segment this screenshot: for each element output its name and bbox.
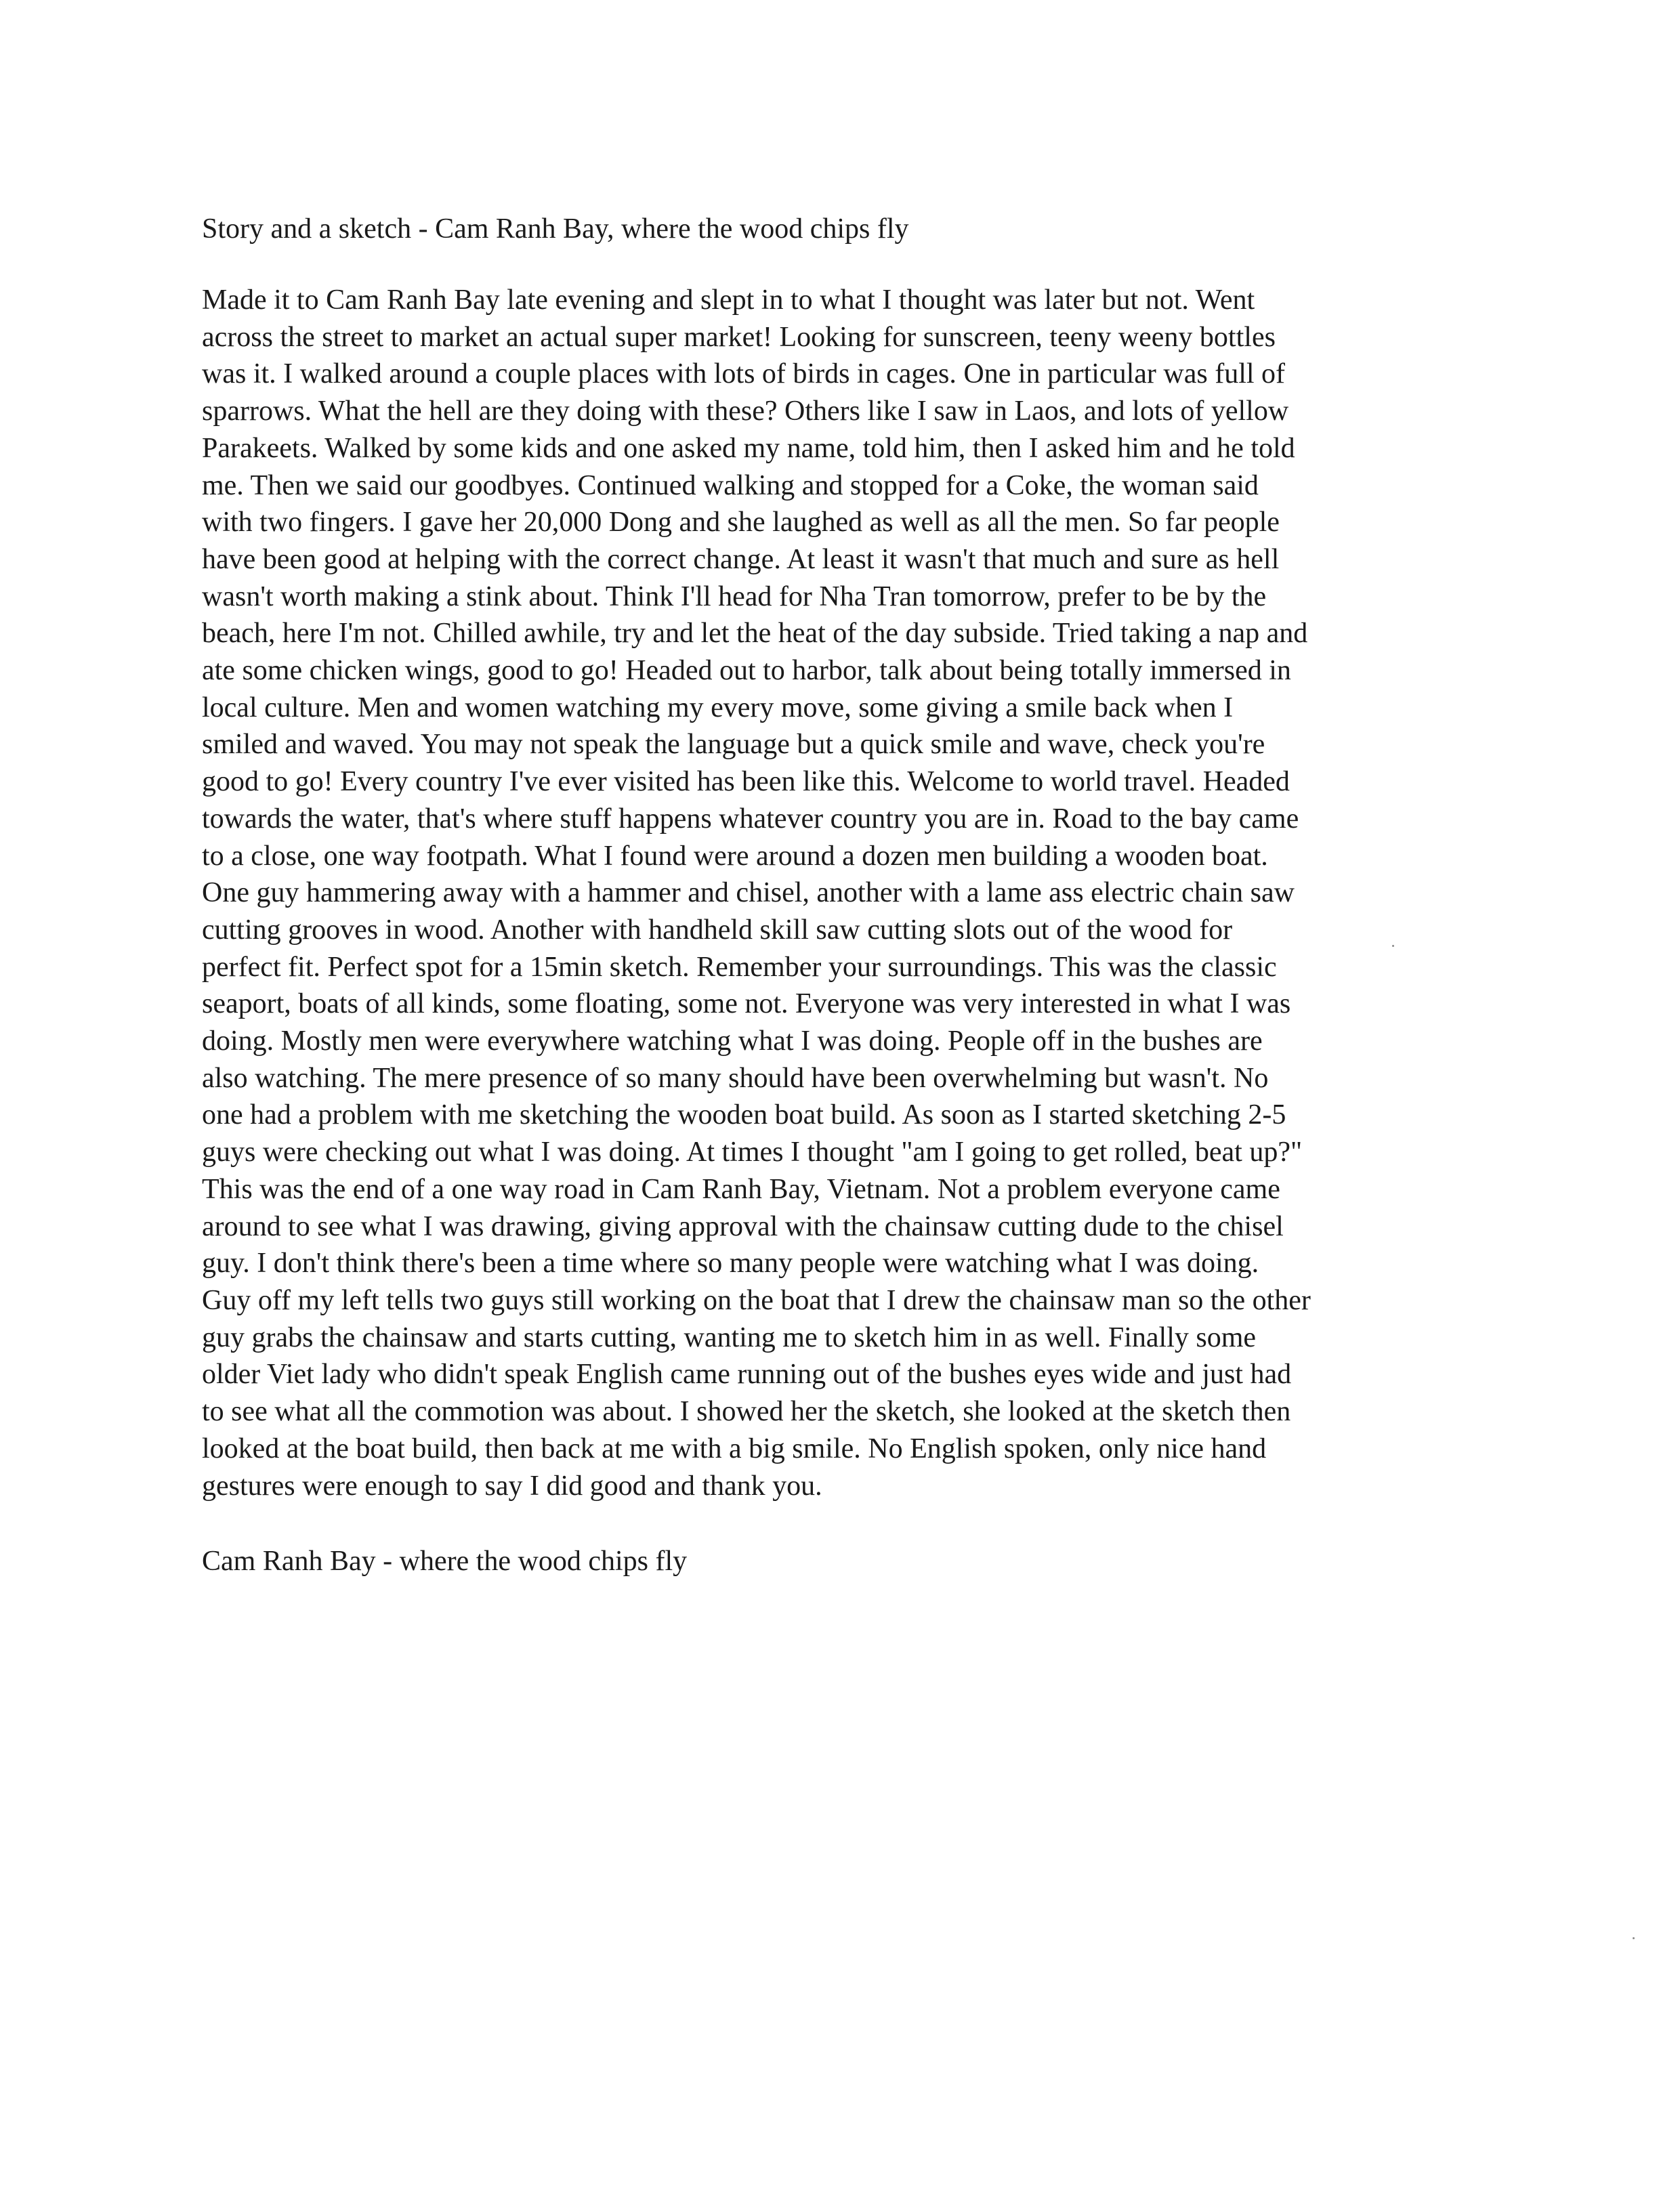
story-line: one had a problem with me sketching the wooden boat build. As soon as I started sketching 2-5 (202, 1099, 1286, 1131)
story-line: was it. I walked around a couple places with lots of birds in cages. One in particular was full of (202, 358, 1286, 390)
closing-line: Cam Ranh Bay - where the wood chips fly (202, 1546, 688, 1578)
story-line: looked at the boat build, then back at me with a big smile. No English spoken, only nice hand (202, 1433, 1267, 1464)
story-line: local culture. Men and women watching my every move, some giving a smile back when I (202, 692, 1234, 723)
story-line: also watching. The mere presence of so many should have been overwhelming but wasn't. No (202, 1062, 1269, 1094)
story-line: to a close, one way footpath. What I found were around a dozen men building a wooden boat. (202, 840, 1268, 872)
story-line: wasn't worth making a stink about. Think I'll head for Nha Tran tomorrow, prefer to be by the (202, 580, 1267, 612)
story-line: guy. I don't think there's been a time where so many people were watching what I was doing. (202, 1248, 1259, 1279)
document-text (202, 210, 1496, 1580)
story-line: doing. Mostly men were everywhere watching what I was doing. People off in the bushes are (202, 1025, 1263, 1057)
story-line: perfect fit. Perfect spot for a 15min sketch. Remember your surroundings. This was the classic (202, 951, 1277, 983)
story-line: beach, here I'm not. Chilled awhile, try and let the heat of the day subside. Tried taking a nap and (202, 618, 1308, 650)
story-line: guys were checking out what I was doing. At times I thought "am I going to get rolled, beat up?" (202, 1137, 1303, 1168)
story-paragraph (202, 282, 1496, 1504)
scan-speck (1392, 945, 1394, 947)
story-line: to see what all the commotion was about. I showed her the sketch, she looked at the sketch then (202, 1396, 1291, 1428)
story-line: across the street to market an actual super market! Looking for sunscreen, teeny weeny bottles (202, 321, 1276, 353)
story-line: seaport, boats of all kinds, some floating, some not. Everyone was very interested in what I was (202, 988, 1291, 1020)
story-line: guy grabs the chainsaw and starts cutting, wanting me to sketch him in as well. Finally some (202, 1321, 1257, 1353)
story-line: me. Then we said our goodbyes. Continued walking and stopped for a Coke, the woman said (202, 469, 1259, 501)
story-line: older Viet lady who didn't speak English came running out of the bushes eyes wide and just had (202, 1359, 1292, 1391)
story-line: Guy off my left tells two guys still working on the boat that I drew the chainsaw man so the other (202, 1284, 1311, 1316)
story-line: ate some chicken wings, good to go! Headed out to harbor, talk about being totally immersed in (202, 655, 1291, 687)
story-line: around to see what I was drawing, giving approval with the chainsaw cutting dude to the chisel (202, 1210, 1284, 1242)
story-line: gestures were enough to say I did good and thank you. (202, 1470, 822, 1502)
story-line: Parakeets. Walked by some kids and one asked my name, told him, then I asked him and he told (202, 432, 1295, 464)
story-line: sparrows. What the hell are they doing with these? Others like I saw in Laos, and lots of yellow (202, 396, 1289, 427)
story-line: good to go! Every country I've ever visited has been like this. Welcome to world travel. Headed (202, 766, 1290, 798)
story-line: towards the water, that's where stuff happens whatever country you are in. Road to the bay came (202, 803, 1299, 834)
story-line: This was the end of a one way road in Cam Ranh Bay, Vietnam. Not a problem everyone came (202, 1173, 1280, 1205)
story-line: with two fingers. I gave her 20,000 Dong and she laughed as well as all the men. So far people (202, 507, 1280, 538)
story-line: One guy hammering away with a hammer and chisel, another with a lame ass electric chain saw (202, 877, 1295, 909)
story-line: Made it to Cam Ranh Bay late evening and slept in to what I thought was later but not. Went (202, 284, 1255, 316)
story-line: cutting grooves in wood. Another with handheld skill saw cutting slots out of the wood for (202, 914, 1233, 946)
story-line: smiled and waved. You may not speak the language but a quick smile and wave, check you're (202, 729, 1265, 761)
story-line: have been good at helping with the correct change. At least it wasn't that much and sure as hell (202, 543, 1280, 575)
scan-speck (1633, 1937, 1635, 1939)
document-title: Story and a sketch - Cam Ranh Bay, where the wood chips fly (202, 213, 909, 245)
